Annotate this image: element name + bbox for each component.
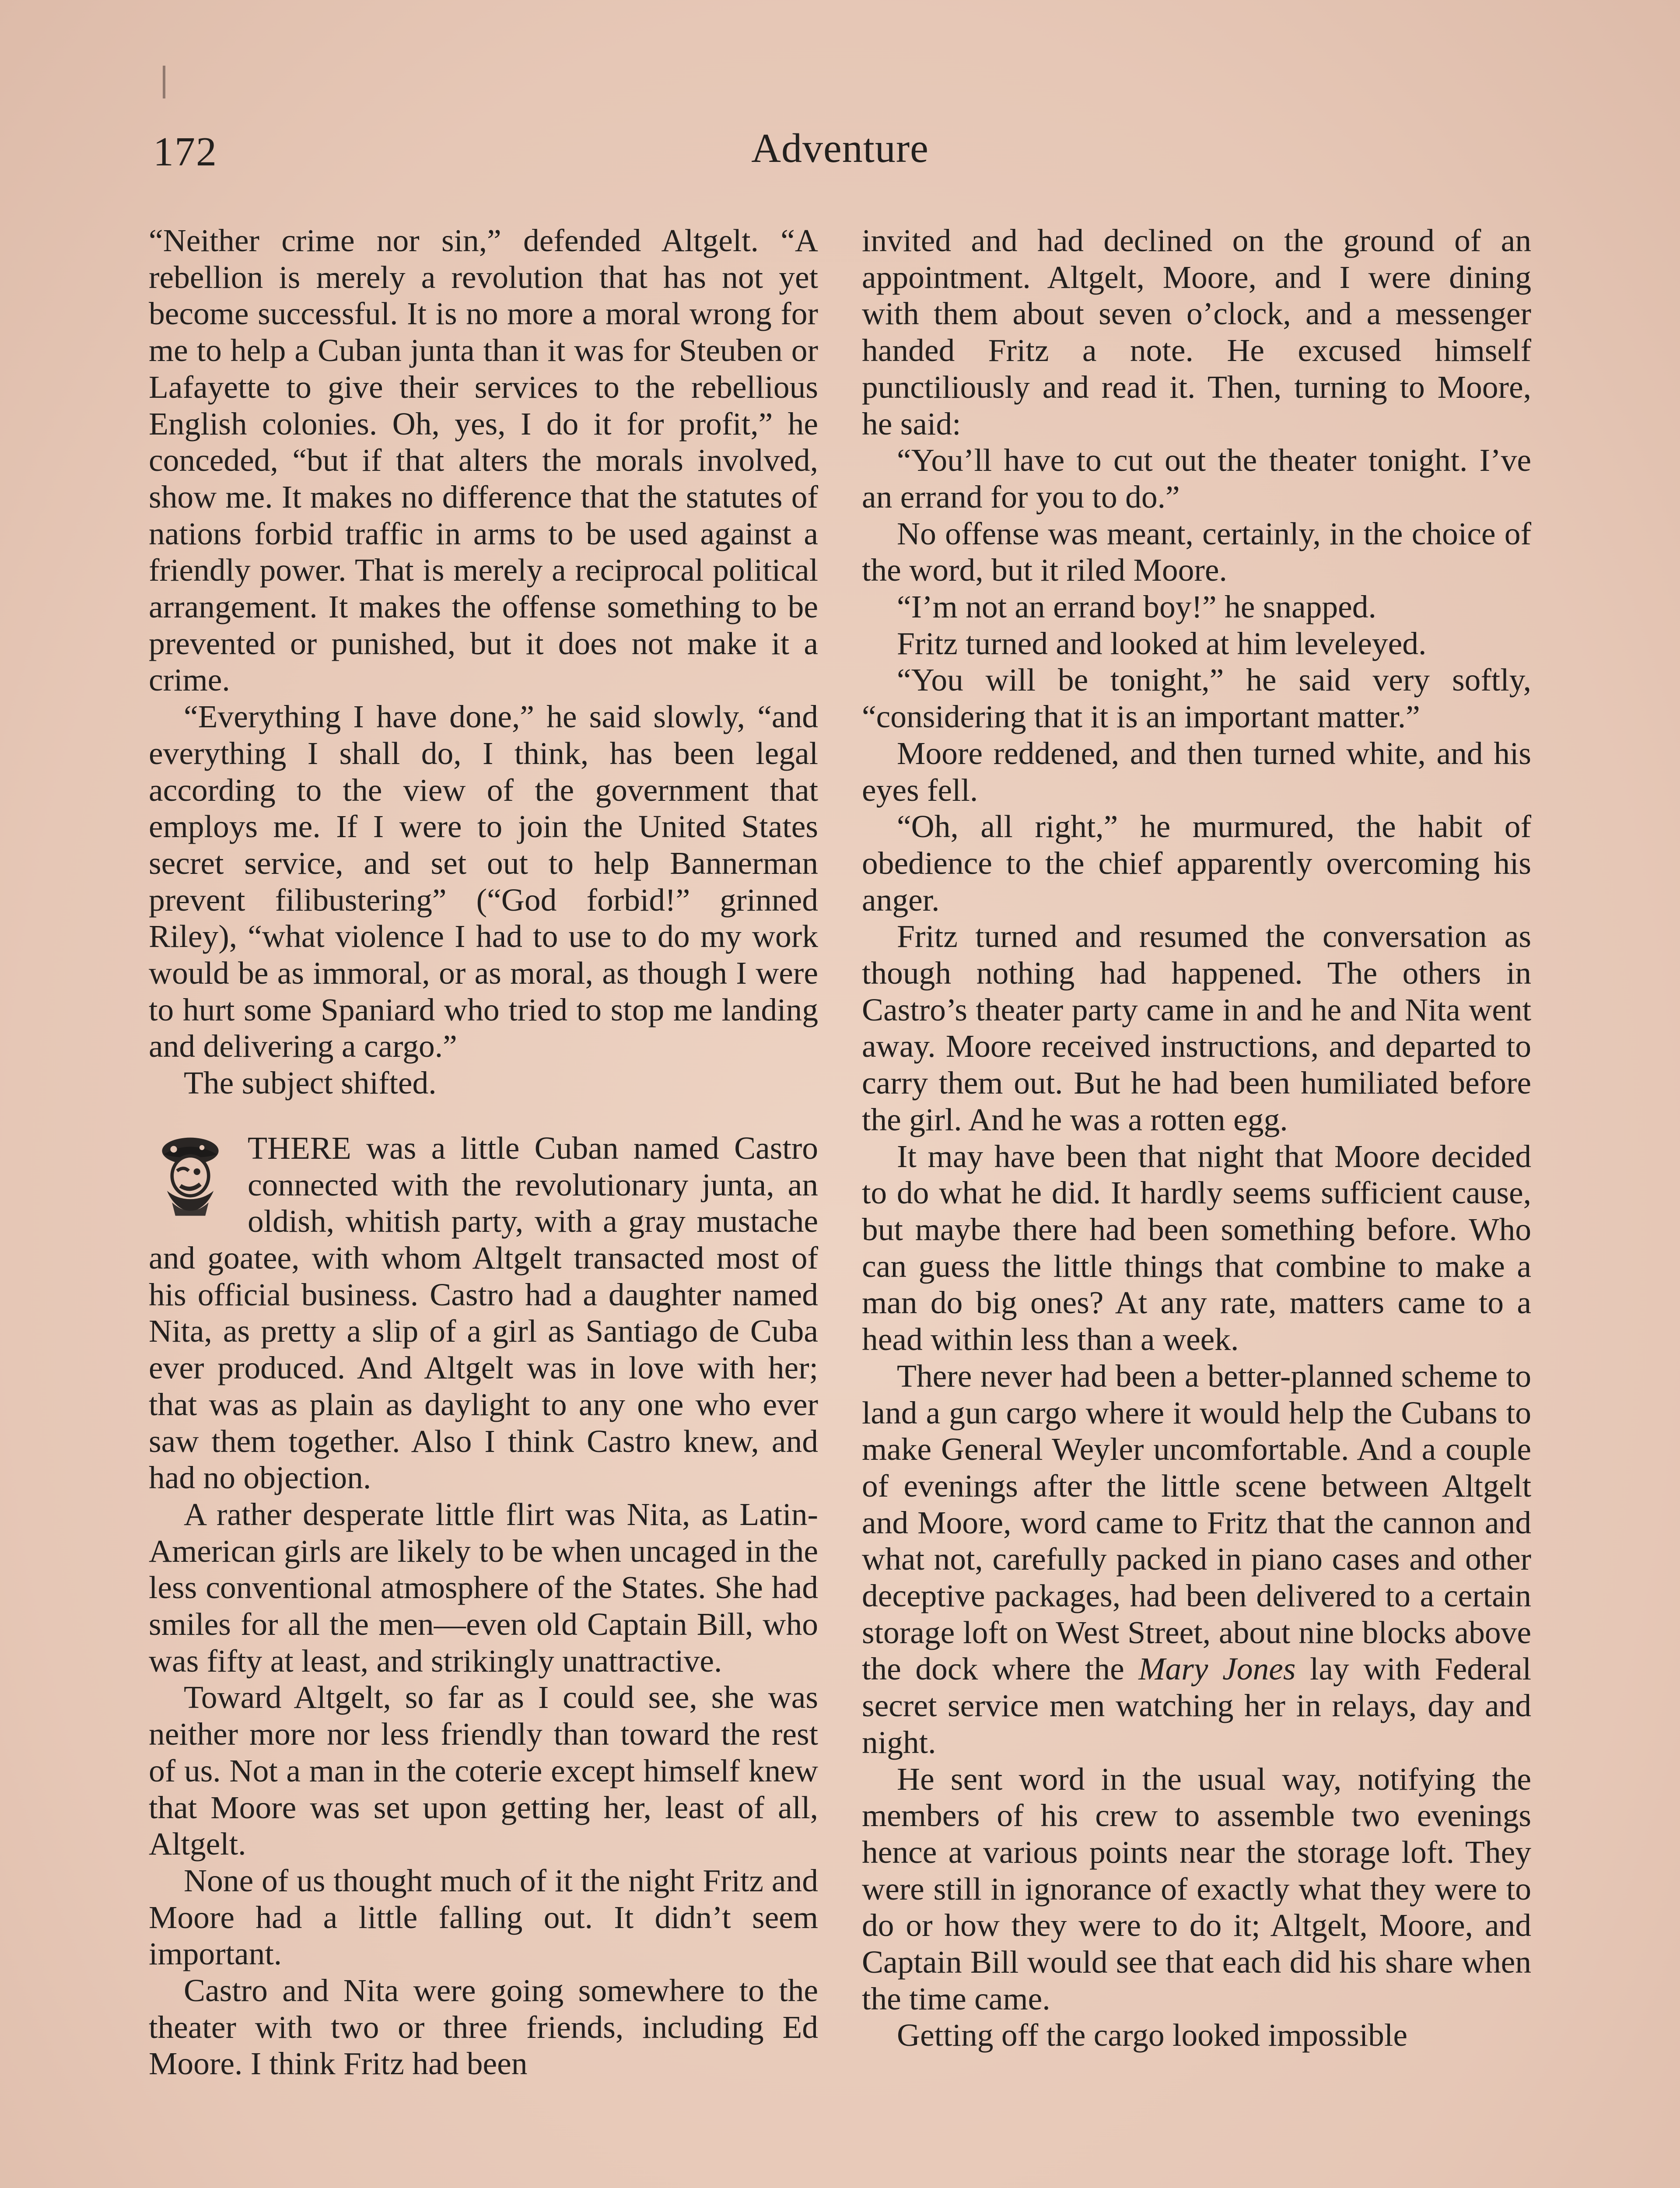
- paragraph: A rather desperate little flirt was Nita, as Latin-American girls are likely to be when uncaged in the less conventional atmosphere of the States. She had smiles for all the men—even old Captain Bill, who was fifty at least, and strikingly unattractive.: [149, 1496, 818, 1679]
- paragraph: He sent word in the usual way, notifying the members of his crew to assemble two evenings hence at various points near the storage loft. They were still in ignorance of exactly what they were to do or how they were to do it; Altgelt, Moore, and Captain Bill would see that each did his share when the time came.: [862, 1761, 1531, 2016]
- paragraph: None of us thought much of it the night Fritz and Moore had a little falling out. It didn’t seem important.: [149, 1862, 818, 1972]
- page-number: 172: [153, 129, 217, 175]
- paragraph-text: THERE was a little Cuban named Castro connected with the revolutionary junta, an oldish, whitish party, with a gray mustache and goatee, with whom Altgelt transacted most of his official business. Castro had a daughter named Nita, as pretty a slip of a girl as Santiago de Cuba ever produced. And Altgelt was in love with her; that was as plain as daylight to any one who ever saw them together. Also I think Castro knew, and had no objection.: [149, 1130, 818, 1496]
- paragraph: Getting off the cargo looked impossible: [897, 2017, 1407, 2053]
- paragraph: Fritz turned and looked at him leveleyed.: [897, 625, 1427, 661]
- paragraph: “Everything I have done,” he said slowly, “and everything I shall do, I think, has been legal according to the view of the government that employs me. If I were to join the United States secret service, and set out to help Bannerman prevent filibustering” (“God forbid!” grinned Riley), “what violence I had to use to do my work would be as immoral, or as moral, as though I were to hurt some Spaniard who tried to stop me landing and delivering a cargo.”: [149, 699, 818, 1064]
- section-opening-paragraph: [149, 1130, 818, 1496]
- paragraph: The subject shifted.: [184, 1065, 437, 1101]
- paragraph: No offense was meant, certainly, in the choice of the word, but it riled Moore.: [862, 515, 1531, 588]
- paragraph: “Oh, all right,” he murmured, the habit of obedience to the chief apparently overcoming his anger.: [862, 809, 1531, 918]
- right-column: [862, 222, 1531, 2054]
- page-header: [153, 125, 1527, 190]
- paragraph: “You’ll have to cut out the theater tonight. I’ve an errand for you to do.”: [862, 442, 1531, 515]
- paragraph: Moore reddened, and then turned white, and his eyes fell.: [862, 735, 1531, 808]
- ship-name: Mary Jones: [1138, 1651, 1296, 1687]
- paragraph: “I’m not an errand boy!” he snapped.: [897, 589, 1376, 625]
- paragraph-text: There never had been a better-planned scheme to land a gun cargo where it would help the Cubans to make General Weyler uncomfortable. And a couple of evenings after the little scene between Altgelt and Moore, word came to Fritz that the cannon and what not, carefully packed in piano cases and other deceptive packages, had been delivered to a certain storage loft on West Street, about nine blocks above the dock where the: [862, 1358, 1531, 1687]
- paragraph: “Neither crime nor sin,” defended Altgelt. “A rebellion is merely a revolution that has not yet become successful. It is no more a moral wrong for me to help a Cuban junta than it was for Steuben or Lafayette to give their services to the rebellious English colonies. Oh, yes, I do it for profit,” he conceded, “but if that alters the morals involved, show me. It makes no difference that the statutes of nations forbid traffic in arms to be used against a friendly power. That is merely a reciprocal political arrangement. It makes the offense something to be prevented or punished, but it does not make it a crime.: [149, 223, 818, 698]
- paragraph: invited and had declined on the ground of an appointment. Altgelt, Moore, and I were dining with them about seven o’clock, and a messenger handed Fritz a note. He excused himself punctiliously and read it. Then, turning to Moore, he said:: [862, 223, 1531, 442]
- paragraph-text: lay with Federal secret service men watching her in relays, day and night.: [862, 1651, 1531, 1760]
- paragraph: [862, 1358, 1531, 1761]
- paragraph: Castro and Nita were going somewhere to the theater with two or three friends, including Ed Moore. I think Fritz had been: [149, 1973, 818, 2082]
- paragraph: “You will be tonight,” he said very softly, “considering that it is an important matter.”: [862, 662, 1531, 735]
- margin-mark: [163, 66, 165, 98]
- paragraph: It may have been that night that Moore decided to do what he did. It hardly seems sufficient cause, but maybe there had been something before. Who can guess the little things that combine to make a man do big ones? At any rate, matters came to a head within less than a week.: [862, 1138, 1531, 1357]
- paragraph: Toward Altgelt, so far as I could see, she was neither more nor less friendly than toward the rest of us. Not a man in the coterie except himself knew that Moore was set upon getting her, least of all, Altgelt.: [149, 1680, 818, 1862]
- running-title: Adventure: [751, 126, 929, 171]
- left-column: [149, 222, 818, 2082]
- pirate-head-icon: [149, 1133, 232, 1224]
- paragraph: Fritz turned and resumed the conversation as though nothing had happened. The others in Castro’s theater party came in and he and Nita went away. Moore received instructions, and departed to carry them out. But he had been humiliated before the girl. And he was a rotten egg.: [862, 919, 1531, 1137]
